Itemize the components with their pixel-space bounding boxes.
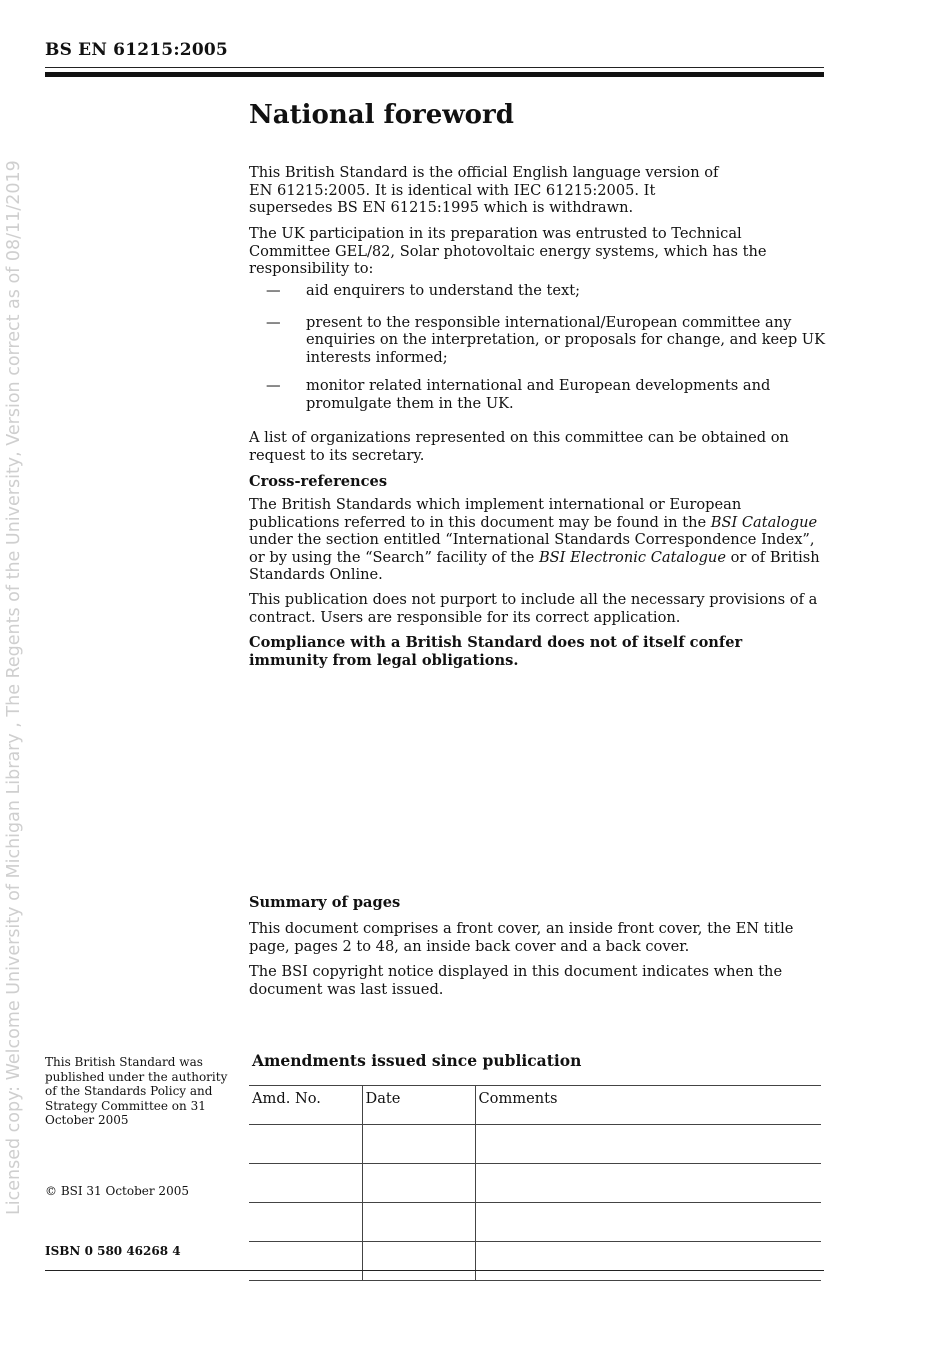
table-cell	[249, 1203, 362, 1242]
column-header-comments: Comments	[475, 1086, 821, 1125]
table-cell	[249, 1242, 362, 1281]
table-header-row	[249, 1086, 821, 1125]
bullet-dash: —	[266, 282, 281, 299]
summary-heading: Summary of pages	[249, 894, 401, 911]
column-header-amd-no: Amd. No.	[249, 1086, 362, 1125]
bullet-dash: —	[266, 313, 281, 331]
text-run: or of British Standards Online.	[249, 548, 820, 584]
list-item-text: present to the responsible international/European committee any enquiries on the interpretation, or proposals for change, and keep UK interests informed;	[306, 313, 826, 366]
column-header-date: Date	[362, 1086, 475, 1125]
isbn: ISBN 0 580 46268 4	[45, 1244, 181, 1258]
publication-note: This British Standard was published under the authority of the Standards Policy and Strategy Committee on 31 October 2005	[45, 1055, 228, 1127]
table-cell	[362, 1164, 475, 1203]
catalogue-title: BSI Catalogue	[710, 513, 818, 531]
header-rule-thick	[45, 72, 824, 77]
table-cell	[362, 1125, 475, 1164]
table-cell	[362, 1242, 475, 1281]
list-item	[266, 377, 826, 412]
copyright-line: © BSI 31 October 2005	[45, 1184, 189, 1198]
header-rule-thin	[45, 67, 824, 68]
table-cell	[249, 1164, 362, 1203]
summary-paragraph: This document comprises a front cover, an inside front cover, the EN title page, pages 2 to 48, an inside back cover and a back cover.	[249, 920, 794, 955]
copyright-notice-paragraph: The BSI copyright notice displayed in this document indicates when the document was last issued.	[249, 963, 783, 998]
committee-paragraph: The UK participation in its preparation was entrusted to Technical Committee GEL/82, Solar photovoltaic energy systems, which has the responsibility to:	[249, 225, 767, 278]
amendments-table	[249, 1085, 821, 1281]
text-run: under the section entitled “International Standards Correspondence Index”, or by using the “Search” facility of the	[249, 531, 815, 566]
cross-references-heading: Cross-references	[249, 473, 388, 490]
list-item	[266, 314, 826, 367]
cross-references-paragraph	[249, 496, 824, 584]
list-item-text: monitor related international and European developments and promulgate them in the UK.	[306, 377, 771, 412]
table-row	[249, 1203, 821, 1242]
table-row	[249, 1125, 821, 1164]
table-cell	[475, 1203, 821, 1242]
table-cell	[475, 1242, 821, 1281]
text-run: The British Standards which implement international or European publications referred to in this document may be found in the	[249, 496, 742, 531]
provisions-paragraph: This publication does not purport to include all the necessary provisions of a contract. Users are responsible for its correct application.	[249, 591, 818, 626]
table-cell	[475, 1164, 821, 1203]
amendments-title: Amendments issued since publication	[252, 1051, 582, 1070]
bullet-dash: —	[266, 377, 281, 395]
table-row	[249, 1242, 821, 1281]
table-row	[249, 1164, 821, 1203]
table-cell	[475, 1125, 821, 1164]
list-item-text: aid enquirers to understand the text;	[306, 282, 581, 299]
intro-paragraph: This British Standard is the official English language version of EN 61215:2005. It is identical with IEC 61215:2005. It supersedes BS EN 61215:1995 which is withdrawn.	[249, 164, 719, 217]
table-cell	[362, 1203, 475, 1242]
document-id: BS EN 61215:2005	[45, 40, 228, 60]
electronic-catalogue-title: BSI Electronic Catalogue	[538, 548, 726, 566]
footer-rule	[45, 1270, 824, 1271]
responsibility-list	[266, 282, 826, 413]
table-cell	[249, 1125, 362, 1164]
list-item	[266, 282, 826, 300]
organizations-paragraph: A list of organizations represented on this committee can be obtained on request to its secretary.	[249, 429, 789, 464]
compliance-statement: Compliance with a British Standard does not of itself confer immunity from legal obligations.	[249, 634, 743, 669]
license-watermark: Licensed copy: Welcome University of Michigan Library , The Regents of the University, Version correct as of 08/11/2019	[4, 160, 24, 1215]
page-title: National foreword	[249, 100, 514, 130]
